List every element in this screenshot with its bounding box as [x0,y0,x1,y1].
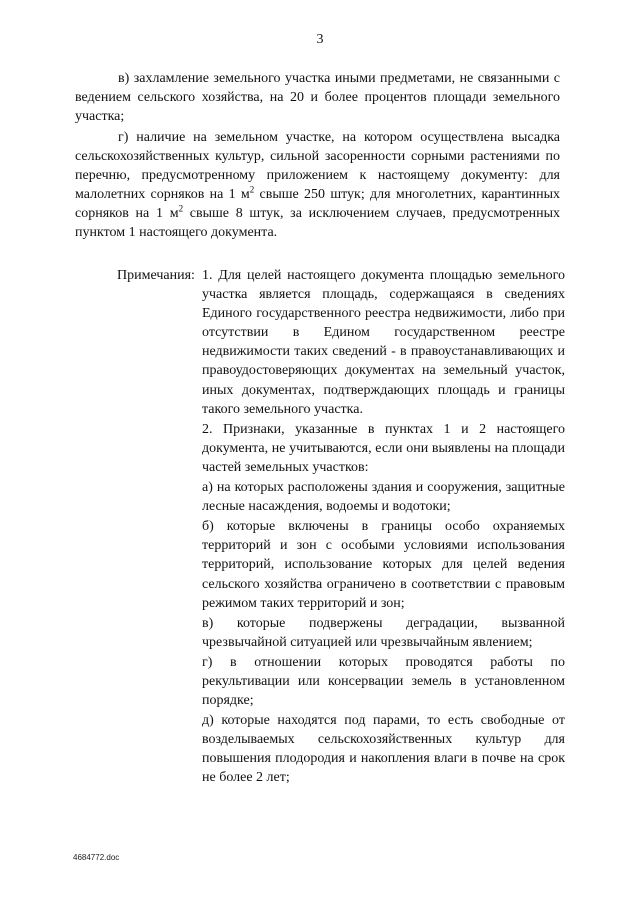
notes-label: Примечания: [117,268,195,283]
superscript-2: 2 [178,203,184,214]
note-item: д) которые находятся под парами, то есть свободные от возделываемых сельскохозяйственных культур для повышения плодородия и накопления влаги в почве на срок не более 2 лет; [202,713,565,786]
paragraph-g [75,128,560,242]
note-item: б) которые включены в границы особо охраняемых территорий и зон с особыми условиями использования территорий, использование которых для целей ведения сельского хозяйства ограничено в соответствии с правовым режимом таких территорий и зон; [202,519,565,611]
note-item: а) на которых расположены здания и сооружения, защитные лесные насаждения, водоемы и водотоки; [202,480,565,515]
page-number: 3 [316,32,324,47]
notes-body [202,266,565,789]
paragraph-g-part1: г) наличие на земельном участке, на котором осуществлена высадка сельскохозяйственных культур, сильной засоренности сорными растениями по перечню, предусмотренному приложением к настоящему документу: для малолетних сорняков на 1 м [75,130,560,202]
note-item: 1. Для целей настоящего документа площадью земельного участка является площадь, содержащаяся в сведениях Единого государственного реестра недвижимости, либо при отсутствии в Едином государственном реестре недвижимости таких сведений - в правоустанавливающих и правоудостоверяющих документах на земельный участок, иных документах, подтверждающих площадь и границы такого земельного участка. [202,268,565,417]
paragraph-v: в) захламление земельного участка иными предметами, не связанными с ведением сельского хозяйства, на 20 и более процентов площади земельного участка; [75,71,560,124]
note-item: в) которые подвержены деградации, вызванной чрезвычайной ситуацией или чрезвычайным явлением; [202,615,565,650]
paragraph-g-part3: свыше 8 штук, за исключением случаев, предусмотренных пунктом 1 настоящего документа. [75,206,560,240]
paragraph-g-part2: свыше 250 штук; для многолетних, карантинных сорняков на 1 м [75,187,560,221]
note-item: г) в отношении которых проводятся работы по рекультивации или консервации земель в установленном порядке; [202,654,565,709]
footer-filename: 4684772.doc [73,853,120,862]
note-item: 2. Признаки, указанные в пунктах 1 и 2 настоящего документа, не учитываются, если они выявлены на площади частей земельных участков: [202,421,565,475]
superscript-1: 2 [249,184,255,195]
